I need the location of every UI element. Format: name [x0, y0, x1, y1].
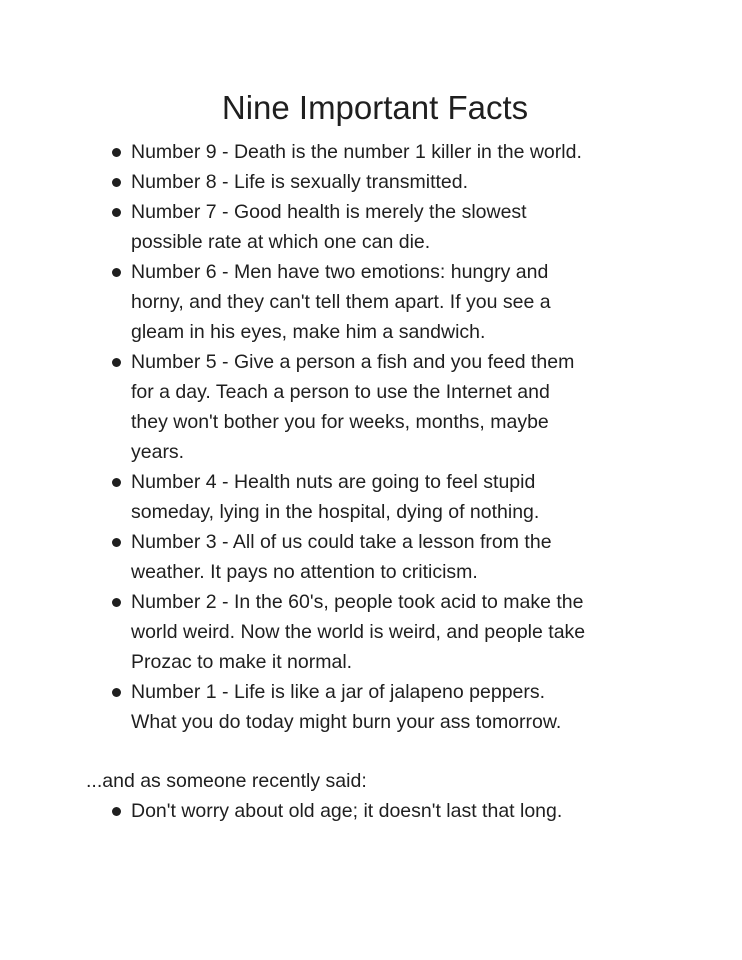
bullet-icon [112, 807, 121, 816]
fact-text-line: What you do today might burn your ass tomorrow. [131, 711, 562, 733]
list-item [108, 527, 585, 587]
list-item [108, 587, 585, 677]
list-item [108, 347, 585, 467]
fact-text-line: Number 3 - All of us could take a lesson from the [131, 531, 552, 553]
fact-text-line: someday, lying in the hospital, dying of nothing. [131, 501, 540, 523]
bullet-icon [112, 148, 121, 157]
facts-list [108, 137, 585, 737]
page-title: Nine Important Facts [221, 89, 529, 126]
bullet-icon [112, 268, 121, 277]
fact-text-line: possible rate at which one can die. [131, 231, 431, 253]
list-item [108, 796, 562, 826]
fact-text-line: Number 7 - Good health is merely the slowest [131, 201, 527, 223]
closing-text-line: Don't worry about old age; it doesn't last that long. [131, 800, 563, 822]
list-item [108, 197, 585, 257]
fact-text-line: Number 1 - Life is like a jar of jalapeno peppers. [131, 681, 546, 703]
fact-text-line: for a day. Teach a person to use the Internet and [131, 381, 550, 403]
list-item [108, 467, 585, 527]
list-item [108, 257, 585, 347]
fact-text-line: Number 4 - Health nuts are going to feel stupid [131, 471, 536, 493]
bullet-icon [112, 478, 121, 487]
bullet-icon [112, 688, 121, 697]
fact-text-line: world weird. Now the world is weird, and people take [131, 621, 586, 643]
fact-text-line: they won't bother you for weeks, months, maybe [131, 411, 549, 433]
fact-text-line: years. [131, 441, 185, 463]
outro-text: ...and as someone recently said: [86, 770, 367, 792]
fact-text-line: Number 2 - In the 60's, people took acid to make the [131, 591, 584, 613]
list-item [108, 137, 585, 167]
fact-text-line: weather. It pays no attention to criticism. [131, 561, 478, 583]
bullet-icon [112, 538, 121, 547]
bullet-icon [112, 178, 121, 187]
fact-text-line: Number 8 - Life is sexually transmitted. [131, 171, 469, 193]
fact-text-line: Number 9 - Death is the number 1 killer in the world. [131, 141, 582, 163]
bullet-icon [112, 598, 121, 607]
bullet-icon [112, 358, 121, 367]
closing-list [108, 796, 562, 826]
fact-text-line: gleam in his eyes, make him a sandwich. [131, 321, 486, 343]
fact-text-line: Number 6 - Men have two emotions: hungry and [131, 261, 549, 283]
fact-text-line: Prozac to make it normal. [131, 651, 353, 673]
bullet-icon [112, 208, 121, 217]
fact-text-line: horny, and they can't tell them apart. If you see a [131, 291, 551, 313]
fact-text-line: Number 5 - Give a person a fish and you feed them [131, 351, 575, 373]
list-item [108, 167, 585, 197]
list-item [108, 677, 585, 737]
